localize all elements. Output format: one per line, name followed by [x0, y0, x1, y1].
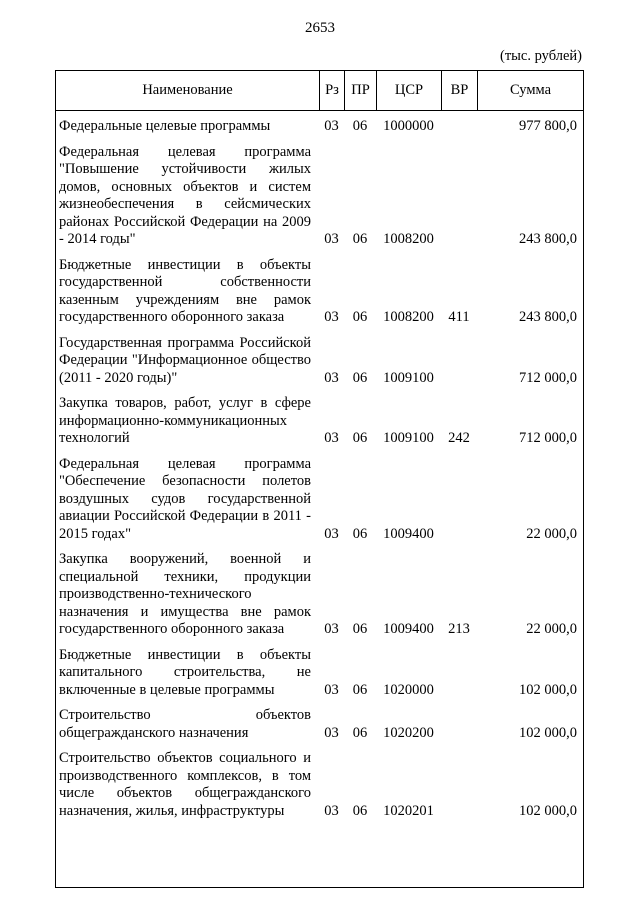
cell-summa: 102 000,0	[519, 802, 577, 819]
cell-name: Бюджетные инвестиции в объекты капитального строительства, не включенные в целевые программы	[59, 646, 311, 698]
cell-csr: 1009100	[383, 369, 434, 386]
cell-rz: 03	[324, 118, 339, 134]
table-body	[56, 111, 583, 824]
cell-rz: 03	[324, 430, 339, 446]
header-name: Наименование	[142, 82, 233, 98]
table-row	[56, 746, 583, 824]
table-row	[56, 703, 583, 746]
page-number: 2653	[305, 20, 335, 36]
cell-summa: 102 000,0	[519, 681, 577, 698]
cell-vr: 242	[448, 430, 470, 446]
cell-csr: 1020000	[383, 681, 434, 698]
cell-rz: 03	[324, 802, 339, 819]
table-row	[56, 391, 583, 452]
header-vr: ВР	[441, 71, 477, 110]
cell-name: Федеральная целевая программа "Повышение устойчивости жилых домов, основных объектов и систем жизнеобеспечения в сейсмических районах Российской Федерации на 2009 - 2014 годы"	[59, 143, 311, 247]
cell-vr: 213	[448, 621, 470, 637]
header-summa: Сумма	[477, 71, 583, 110]
table-row	[56, 140, 583, 253]
header-csr: ЦСР	[376, 71, 441, 110]
table-row	[56, 114, 583, 140]
cell-csr: 1008200	[383, 231, 434, 247]
cell-csr: 1020200	[383, 724, 434, 741]
cell-name: Федеральная целевая программа "Обеспечение безопасности полетов воздушных судов государственной авиации Российской Федерации в 2011 - 2015 годах"	[59, 455, 311, 542]
cell-summa: 977 800,0	[519, 118, 577, 134]
cell-rz: 03	[324, 621, 339, 637]
cell-name: Строительство объектов общегражданского назначения	[59, 707, 311, 741]
table-header-row	[56, 71, 583, 111]
cell-summa: 22 000,0	[526, 621, 577, 637]
cell-summa: 712 000,0	[519, 430, 577, 446]
cell-csr: 1008200	[383, 309, 434, 325]
cell-pr: 06	[352, 369, 368, 386]
header-rz: Рз	[319, 71, 344, 110]
cell-summa: 243 800,0	[519, 231, 577, 247]
cell-vr: 411	[448, 309, 470, 325]
cell-summa: 712 000,0	[519, 369, 577, 386]
cell-rz: 03	[324, 369, 339, 386]
cell-name: Закупка вооружений, военной и специальной техники, продукции производственно-технического назначения и имущества вне рамок государственного оборонного заказа	[59, 551, 311, 637]
cell-rz: 03	[324, 525, 339, 542]
cell-csr: 1009400	[383, 525, 434, 542]
cell-csr: 1009400	[383, 621, 434, 637]
budget-table	[55, 70, 584, 888]
table-row	[56, 547, 583, 643]
cell-summa: 243 800,0	[519, 309, 577, 325]
table-row	[56, 643, 583, 704]
units-label: (тыс. рублей)	[500, 48, 582, 64]
cell-rz: 03	[324, 231, 339, 247]
header-pr: ПР	[344, 71, 376, 110]
cell-rz: 03	[324, 681, 339, 698]
cell-pr: 06	[352, 525, 368, 542]
cell-csr: 1000000	[383, 118, 434, 134]
cell-pr: 06	[352, 621, 368, 637]
cell-pr: 06	[352, 231, 368, 247]
cell-rz: 03	[324, 309, 339, 325]
cell-csr: 1009100	[383, 430, 434, 446]
table-row	[56, 452, 583, 548]
cell-rz: 03	[324, 724, 339, 741]
cell-pr: 06	[352, 802, 368, 819]
cell-summa: 102 000,0	[519, 724, 577, 741]
table-row	[56, 253, 583, 331]
page-content	[55, 48, 584, 888]
cell-name: Федеральные целевые программы	[59, 118, 271, 134]
cell-pr: 06	[352, 309, 368, 325]
cell-name: Государственная программа Российской Федерации "Информационное общество (2011 - 2020 годы)"	[59, 334, 311, 386]
cell-name: Закупка товаров, работ, услуг в сфере информационно-коммуникационных технологий	[59, 395, 311, 446]
cell-name: Бюджетные инвестиции в объекты государственной собственности казенным учреждениям вне рамок государственного оборонного заказа	[59, 256, 311, 325]
cell-name: Строительство объектов социального и производственного комплексов, в том числе объектов общегражданского назначения, жилья, инфраструктуры	[59, 750, 311, 819]
table-row	[56, 331, 583, 392]
cell-pr: 06	[352, 430, 368, 446]
cell-pr: 06	[352, 118, 368, 134]
cell-summa: 22 000,0	[526, 525, 577, 542]
cell-pr: 06	[352, 681, 368, 698]
cell-pr: 06	[352, 724, 368, 741]
cell-csr: 1020201	[383, 802, 434, 819]
